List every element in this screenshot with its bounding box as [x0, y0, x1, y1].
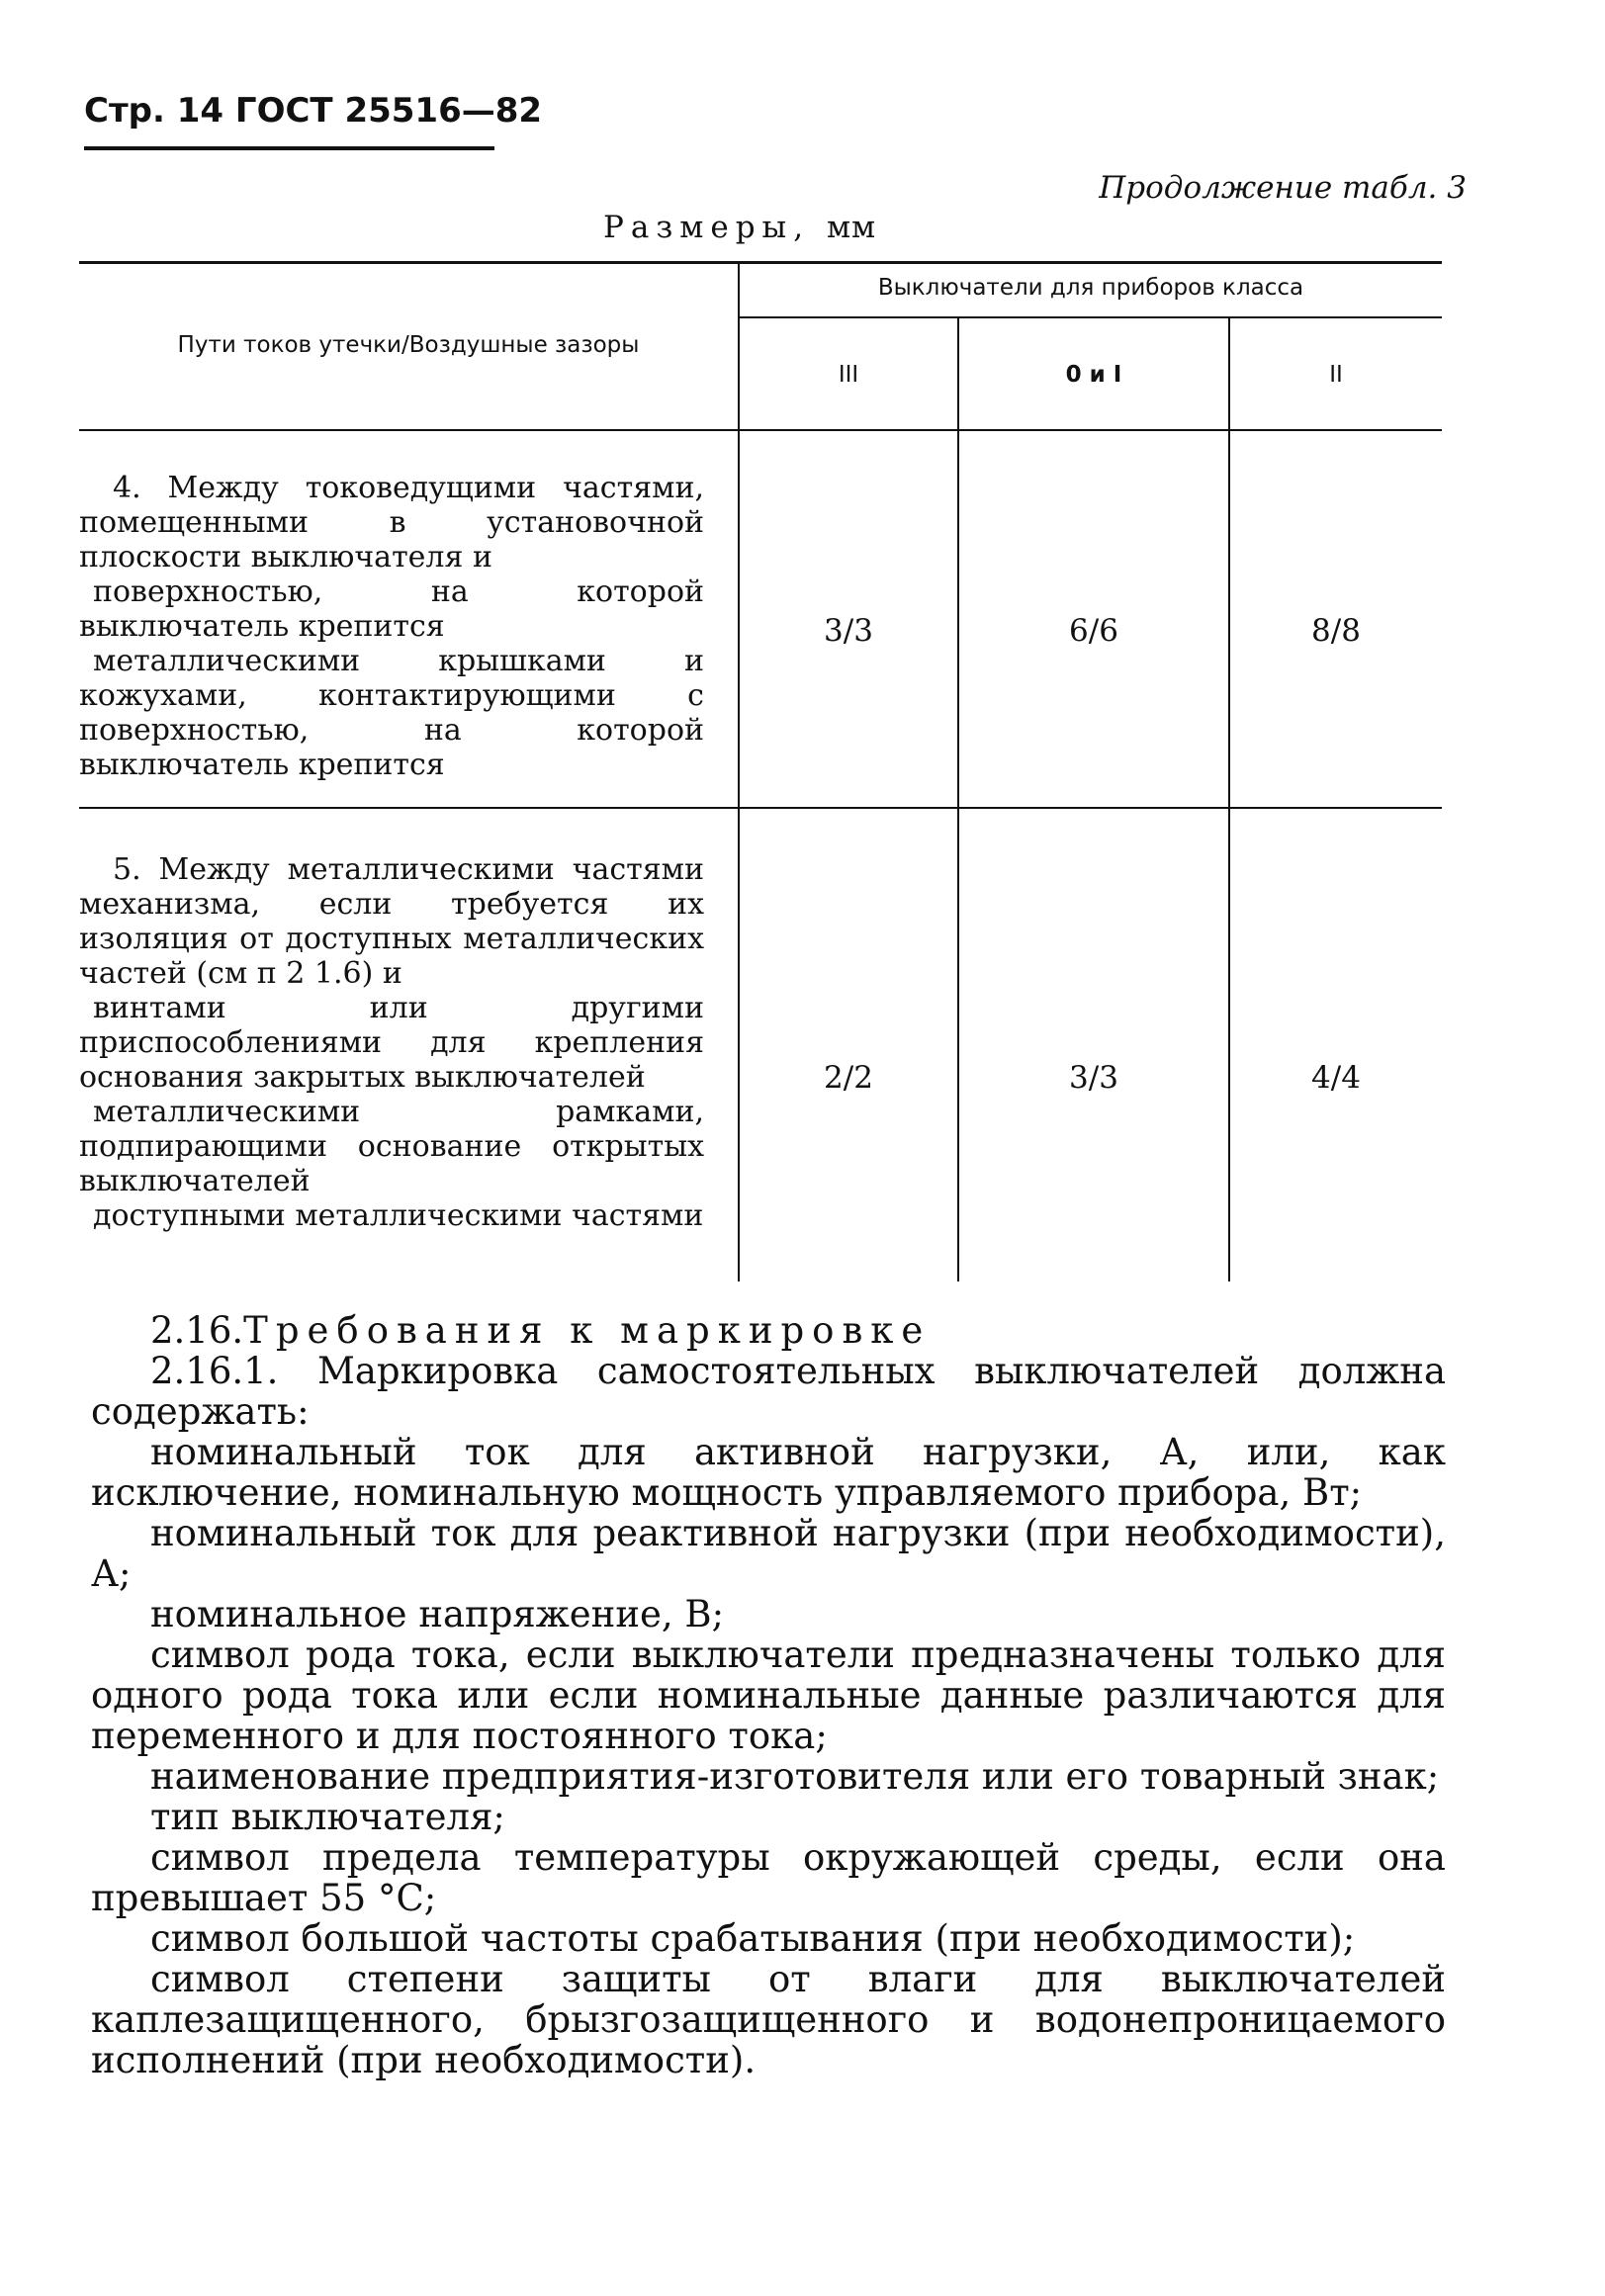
- units-word: Размеры,: [603, 210, 811, 245]
- dimensions-table: [79, 261, 1442, 1281]
- row-5-segment-3: металлическими рамками, подпирающими основание открытых выключателей: [79, 1095, 704, 1198]
- paragraph-item-6: тип выключателя;: [150, 1796, 505, 1838]
- section-heading: [91, 1310, 1446, 1351]
- paragraph-item-8: символ большой частоты срабатывания (при необходимости);: [150, 1917, 1356, 1960]
- row-separator: [79, 807, 1442, 809]
- col-divider-3: [1228, 318, 1230, 1281]
- paragraph-item-4: символ рода тока, если выключатели предназначены только для одного рода тока или если номинальные данные различаются для переменного и для постоянного тока;: [91, 1634, 1446, 1757]
- section-title: Требования к маркировке: [243, 1309, 932, 1352]
- path-header: Пути токов утечки/Воздушные зазоры: [177, 332, 640, 358]
- row-5-segment-1: 5. Между металлическими частями механизма, если требуется их изоляция от доступных металлических частей (см п 2 1.6) и: [79, 852, 704, 991]
- table-top-rule: [79, 261, 1442, 264]
- row-5-segment-2: винтами или другими приспособлениями для крепления основания закрытых выключателей: [79, 991, 704, 1095]
- row-4-description: [79, 471, 704, 782]
- row-4-segment-1: 4. Между токоведущими частями, помещенными в установочной плоскости выключателя и: [79, 471, 704, 574]
- paragraph-item-1: номинальный ток для активной нагрузки, А, или, как исключение, номинальную мощность управляемого прибора, Вт;: [91, 1431, 1446, 1514]
- units-mm: мм: [826, 210, 877, 245]
- col-divider-1: [738, 261, 740, 1281]
- header-bottom-rule: [79, 429, 1442, 431]
- paragraph-item-5: наименование предприятия-изготовителя или его товарный знак;: [150, 1755, 1440, 1798]
- row-5-value-ii: 4/4: [1311, 1060, 1361, 1096]
- group-header-rule: [738, 316, 1442, 318]
- table-continuation-label: Продолжение табл. 3: [1099, 170, 1467, 206]
- row-4-segment-3: металлическими крышками и кожухами, контактирующими с поверхностью, на которой выключатель крепится: [79, 644, 704, 782]
- paragraph-item-3: номинальное напряжение, В;: [150, 1593, 725, 1635]
- paragraph-intro: 2.16.1. Маркировка самостоятельных выключателей должна содержать:: [91, 1350, 1446, 1433]
- class-header-iii: III: [838, 362, 859, 388]
- paragraph-item-2: номинальный ток для реактивной нагрузки (при необходимости), А;: [91, 1512, 1446, 1595]
- paragraph-item-7: символ предела температуры окружающей среды, если она превышает 55 °С;: [91, 1836, 1446, 1919]
- row-5-value-0-i: 3/3: [1069, 1060, 1118, 1096]
- row-4-value-ii: 8/8: [1311, 613, 1361, 649]
- class-group-header: Выключатели для приборов класса: [877, 275, 1304, 301]
- class-header-ii: II: [1329, 362, 1343, 388]
- row-5-segment-4: доступными металлическими частями: [93, 1198, 704, 1233]
- header-underline: [84, 146, 494, 150]
- row-4-value-0-i: 6/6: [1069, 613, 1118, 649]
- marking-section: [91, 1309, 1446, 2081]
- row-4-value-iii: 3/3: [824, 613, 873, 649]
- page-header: Стр. 14 ГОСТ 25516—82: [84, 91, 543, 131]
- section-number: 2.16.: [150, 1309, 244, 1352]
- class-header-0-i: 0 и I: [1065, 362, 1122, 388]
- row-5-description: [79, 852, 704, 1233]
- dimensions-label: [603, 210, 876, 245]
- row-4-segment-2: поверхностью, на которой выключатель крепится: [79, 574, 704, 644]
- col-divider-2: [957, 318, 959, 1281]
- paragraph-item-9: символ степени защиты от влаги для выключателей каплезащищенного, брызгозащищенного и водонепроницаемого исполнений (при необходимости).: [91, 1958, 1446, 2081]
- row-5-value-iii: 2/2: [824, 1060, 873, 1096]
